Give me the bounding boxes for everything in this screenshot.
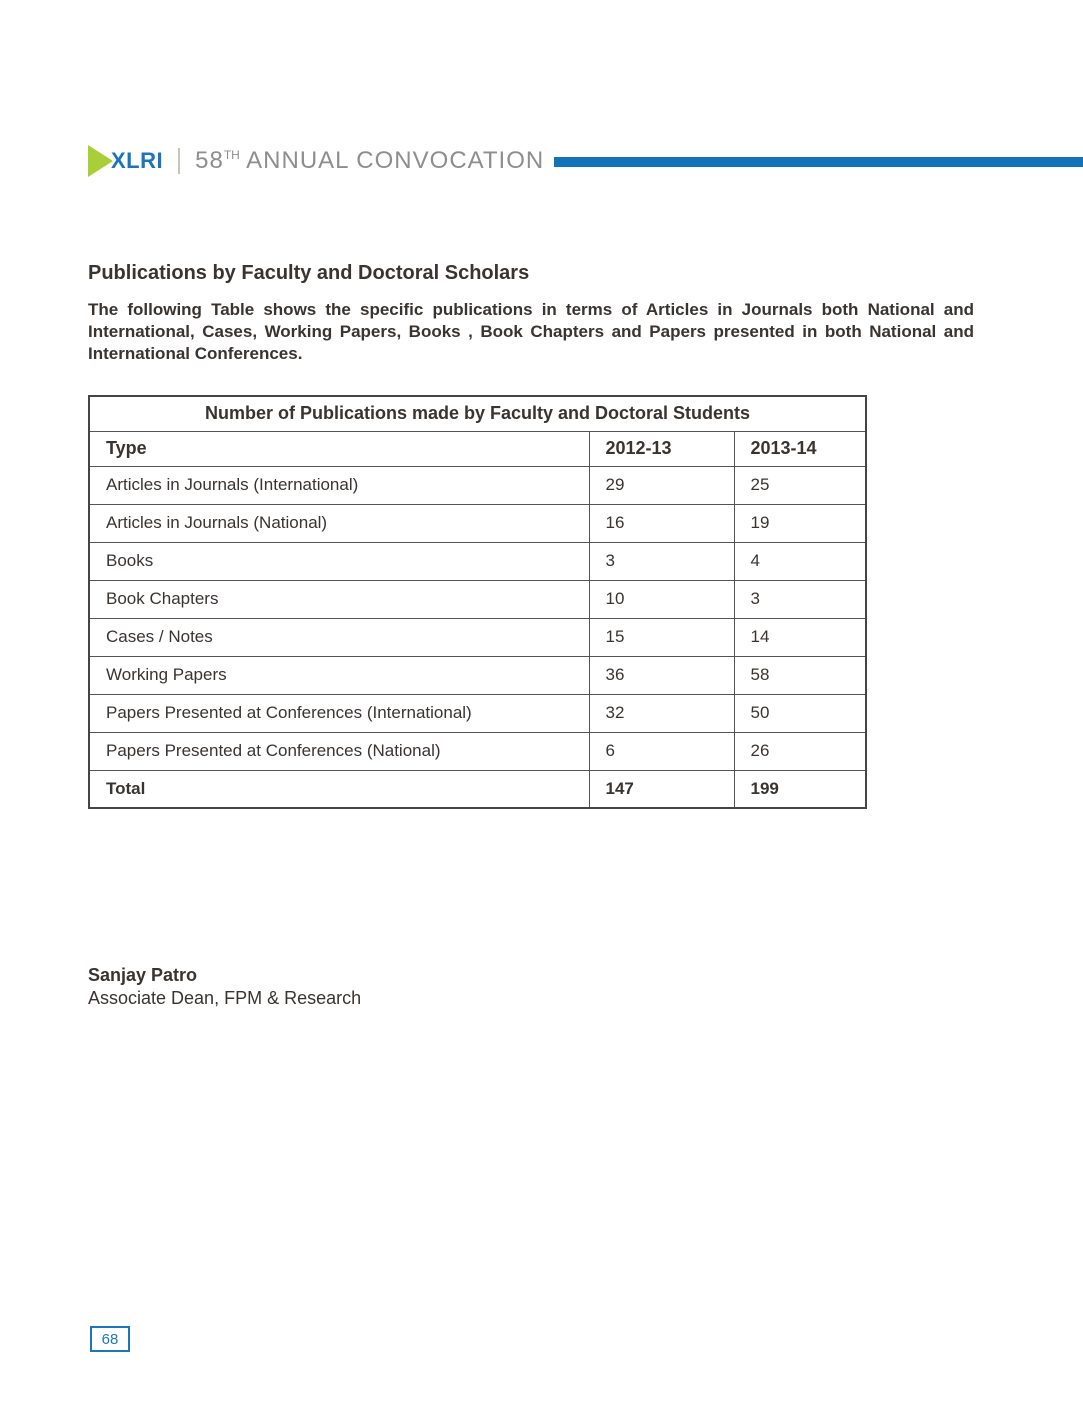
value-cell: 50 — [734, 694, 866, 732]
table-row — [89, 504, 866, 542]
xlri-logo-triangle-icon — [88, 145, 113, 177]
value-cell: 58 — [734, 656, 866, 694]
value-cell: 32 — [589, 694, 734, 732]
intro-paragraph: The following Table shows the specific publications in terms of Articles in Journals both National and International, Cases, Working Papers, Books , Book Chapters and Papers presented in both National and International Conferences. — [88, 300, 974, 363]
convocation-title — [195, 147, 544, 175]
type-cell: Papers Presented at Conferences (International) — [89, 694, 589, 732]
value-cell: 36 — [589, 656, 734, 694]
value-cell: 16 — [589, 504, 734, 542]
table-row — [89, 732, 866, 770]
value-cell: 10 — [589, 580, 734, 618]
column-header-2013-14: 2013-14 — [734, 431, 866, 466]
type-cell: Working Papers — [89, 656, 589, 694]
column-header-2012-13: 2012-13 — [589, 431, 734, 466]
table-row — [89, 466, 866, 504]
value-cell: 29 — [589, 466, 734, 504]
table-row — [89, 656, 866, 694]
value-cell: 4 — [734, 542, 866, 580]
table-row — [89, 618, 866, 656]
type-cell: Cases / Notes — [89, 618, 589, 656]
value-cell: 3 — [734, 580, 866, 618]
xlri-logo-text: XLRI — [111, 148, 164, 173]
table-row — [89, 542, 866, 580]
publications-table — [88, 395, 867, 809]
table-total-row — [89, 770, 866, 808]
type-cell: Articles in Journals (International) — [89, 466, 589, 504]
page-number-badge: 68 — [90, 1326, 130, 1352]
page-header — [88, 144, 1083, 178]
table-title-row — [89, 396, 866, 431]
value-cell: 25 — [734, 466, 866, 504]
signature-title: Associate Dean, FPM & Research — [88, 988, 362, 1008]
type-cell: Articles in Journals (National) — [89, 504, 589, 542]
value-cell: 26 — [734, 732, 866, 770]
convocation-number: 58 — [195, 147, 224, 174]
section-heading: Publications by Faculty and Doctoral Scholars — [88, 262, 530, 284]
type-cell: Books — [89, 542, 589, 580]
value-cell: 14 — [734, 618, 866, 656]
convocation-ordinal: TH — [223, 148, 240, 162]
signature-block — [88, 964, 361, 1010]
table-title: Number of Publications made by Faculty and Doctoral Students — [89, 396, 866, 431]
value-cell: 19 — [734, 504, 866, 542]
header-rule — [554, 157, 1083, 167]
convocation-title-text: ANNUAL CONVOCATION — [239, 147, 545, 174]
table-row — [89, 580, 866, 618]
value-cell: 15 — [589, 618, 734, 656]
value-cell: 147 — [589, 770, 734, 808]
type-cell: Total — [89, 770, 589, 808]
value-cell: 199 — [734, 770, 866, 808]
value-cell: 3 — [589, 542, 734, 580]
header-separator — [178, 148, 180, 174]
signature-name: Sanjay Patro — [88, 965, 198, 985]
type-cell: Book Chapters — [89, 580, 589, 618]
value-cell: 6 — [589, 732, 734, 770]
column-header-type: Type — [89, 431, 589, 466]
table-row — [89, 694, 866, 732]
table-header-row — [89, 431, 866, 466]
type-cell: Papers Presented at Conferences (National) — [89, 732, 589, 770]
